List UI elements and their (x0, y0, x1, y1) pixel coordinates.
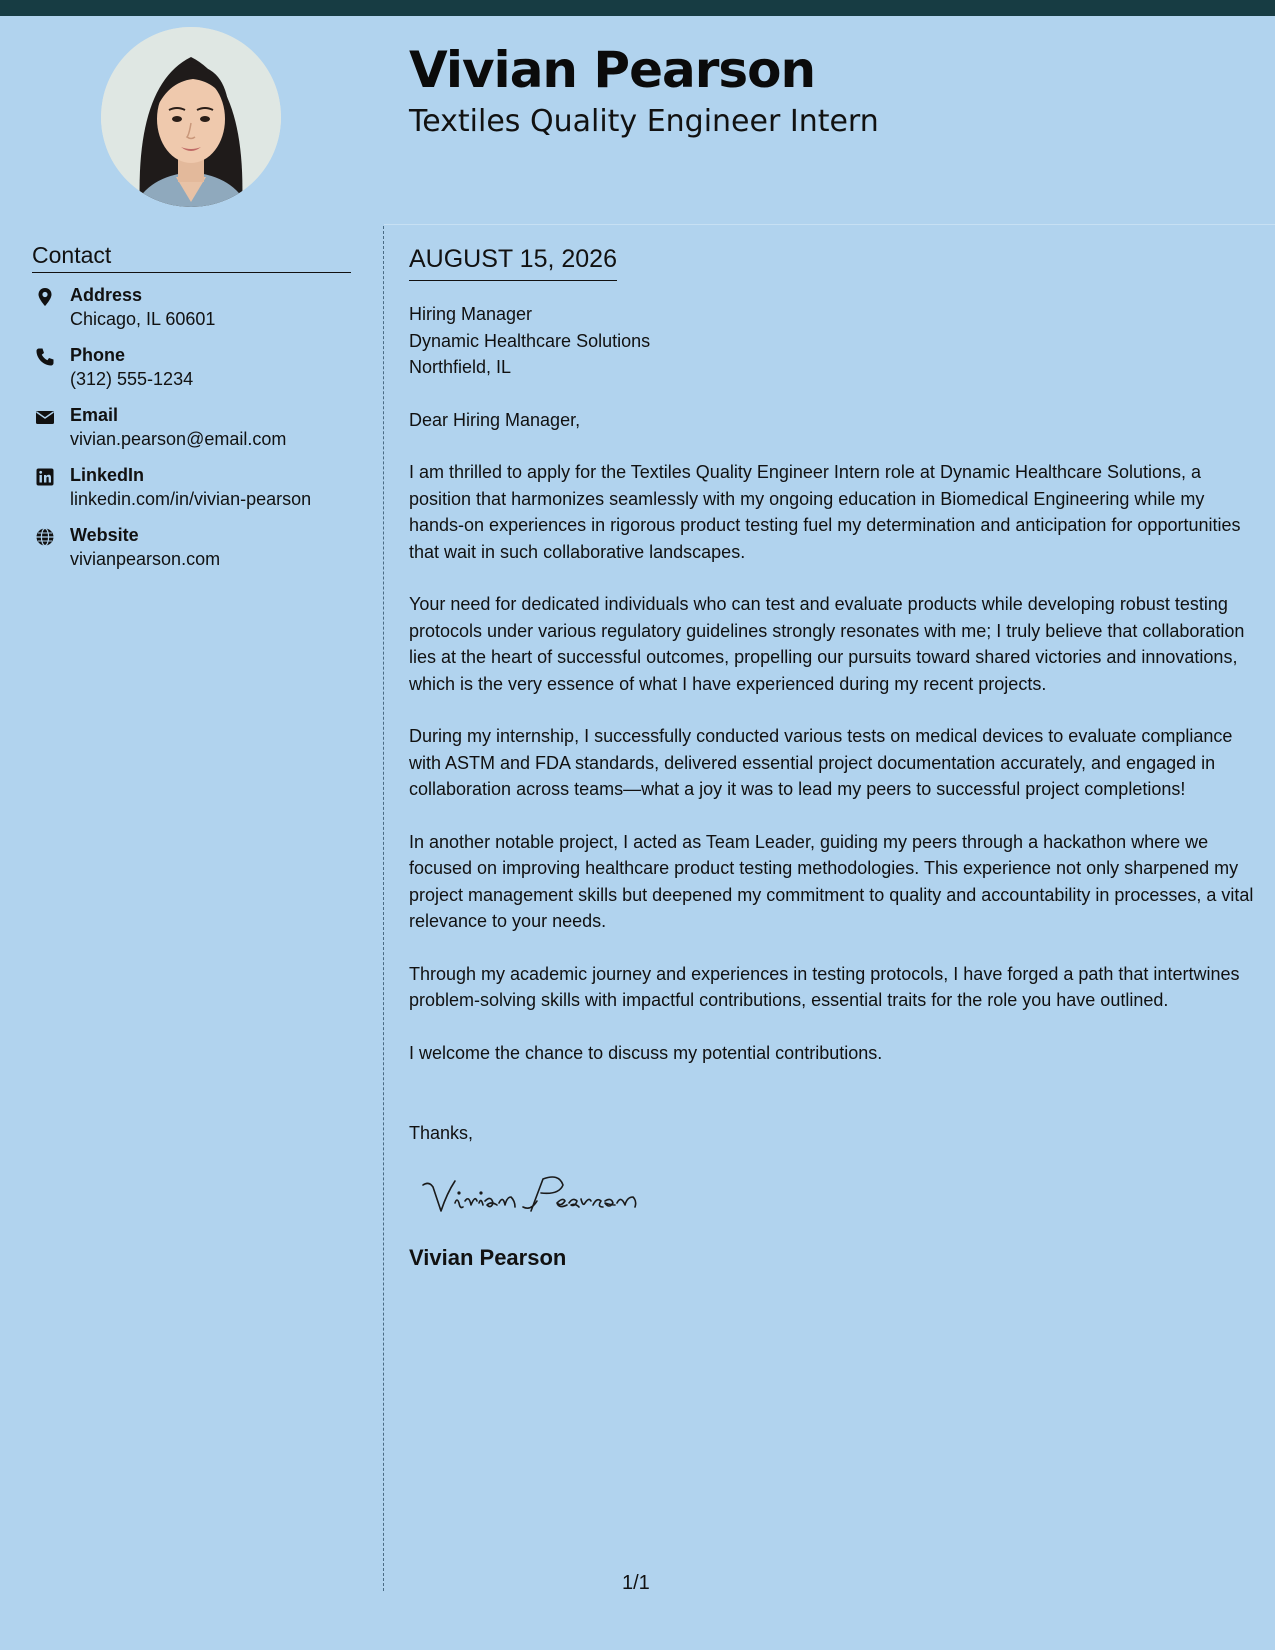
recipient-line: Dynamic Healthcare Solutions (409, 330, 651, 351)
letter-body (409, 240, 1259, 1272)
profile-photo (101, 27, 281, 207)
envelope-icon (35, 407, 55, 427)
closing: Thanks, (409, 1123, 474, 1143)
job-title: Textiles Quality Engineer Intern (409, 104, 879, 139)
letter-paragraph: Through my academic journey and experiences in testing protocols, I have forged a path that intertwines problem-solving skills with impactful contributions, essential traits for the role you have outlined. (409, 963, 1240, 1010)
contact-value[interactable]: vivianpearson.com (70, 549, 221, 569)
contact-item-linkedin (32, 463, 351, 511)
contact-label: LinkedIn (70, 465, 145, 485)
applicant-name: Vivian Pearson (409, 41, 816, 99)
contact-item-address (32, 283, 351, 331)
linkedin-icon (35, 467, 55, 487)
column-divider (383, 226, 384, 1591)
letter-paragraph: Your need for dedicated individuals who can test and evaluate products while developing robust testing protocols under various regulatory guidelines strongly resonates with me; I truly believe that collaboration lies at the heart of successful outcomes, propelling our pursuits toward shared victories and innovations, which is the very essence of what I have experienced during my recent projects. (409, 594, 1245, 694)
contact-label: Address (70, 285, 143, 305)
contact-value: (312) 555-1234 (70, 369, 194, 389)
contact-item-email (32, 403, 351, 451)
letter-paragraph: During my internship, I successfully conducted various tests on medical devices to evaluate compliance with ASTM and FDA standards, delivered essential project documentation accurately, and engaged in collaboration across teams—what a joy it was to lead my peers to successful project completions! (409, 726, 1233, 799)
signer-name: Vivian Pearson (409, 1244, 567, 1270)
contact-heading: Contact (32, 240, 351, 273)
letter-paragraph: I welcome the chance to discuss my potential contributions. (409, 1042, 883, 1063)
globe-icon (35, 527, 55, 547)
contact-value: Chicago, IL 60601 (70, 309, 216, 329)
salutation: Dear Hiring Manager, (409, 409, 581, 430)
contact-item-website (32, 523, 351, 571)
contact-value[interactable]: vivian.pearson@email.com (70, 429, 287, 449)
recipient-block (409, 301, 1259, 381)
contact-label: Phone (70, 345, 126, 365)
contact-item-phone (32, 343, 351, 391)
letter-paragraph: I am thrilled to apply for the Textiles Quality Engineer Intern role at Dynamic Healthcare Solutions, a position that harmonizes seamlessly with my ongoing education in Biomedical Engineering while my hands-on experiences in rigorous product testing fuel my determination and anticipation for opportunities that wait in such collaborative landscapes. (409, 462, 1241, 562)
page-number: 1/1 (622, 1572, 650, 1594)
phone-icon (35, 347, 55, 367)
letter-date: AUGUST 15, 2026 (409, 240, 617, 281)
header-divider (384, 224, 1275, 225)
map-pin-icon (35, 287, 55, 307)
handwritten-signature (419, 1167, 679, 1223)
contact-sidebar (32, 240, 351, 583)
contact-label: Email (70, 405, 119, 425)
contact-value[interactable]: linkedin.com/in/vivian-pearson (70, 489, 312, 509)
top-accent-bar (0, 0, 1275, 16)
recipient-line: Hiring Manager (409, 304, 533, 324)
contact-label: Website (70, 525, 139, 545)
recipient-line: Northfield, IL (409, 357, 512, 377)
letter-paragraph: In another notable project, I acted as Team Leader, guiding my peers through a hackathon where we focused on improving healthcare product testing methodologies. This experience not only sharpened my project management skills but deepened my commitment to quality and accountability in processes, a vital relevance to your needs. (409, 831, 1254, 931)
